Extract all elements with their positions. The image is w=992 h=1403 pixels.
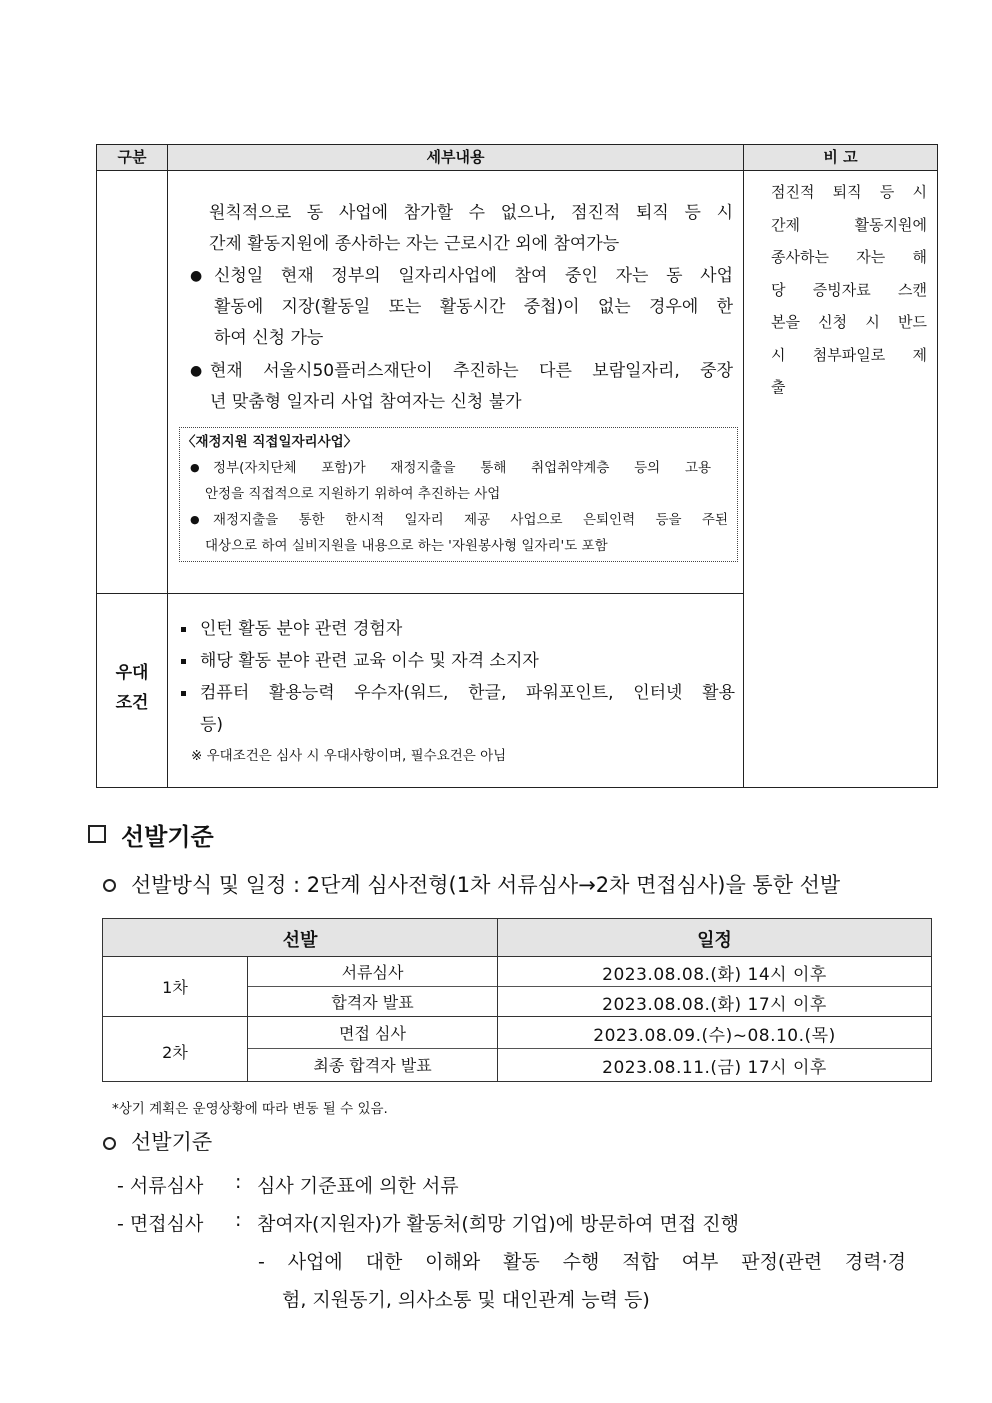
header-details: 세부내용 bbox=[426, 148, 485, 166]
criteria-sep: : bbox=[235, 1171, 242, 1193]
criteria-title: 선발기준 bbox=[131, 1130, 213, 1154]
criteria-sep: : bbox=[235, 1209, 242, 1231]
criteria-label: - 서류심사 bbox=[117, 1175, 204, 1197]
schedule-header-selection: 선발 bbox=[282, 930, 318, 951]
schedule-item: 합격자 발표 bbox=[331, 993, 414, 1012]
bullet-2-line-2: 년 맞춤형 일자리 사업 참여자는 신청 불가 bbox=[210, 392, 522, 412]
preferential-item-1: 인턴 활동 분야 관련 경험자 bbox=[200, 619, 403, 639]
method-line: 선발방식 및 일정 : 2단계 심사전형(1차 서류심사→2차 면접심사)을 통한 선발 bbox=[131, 873, 841, 897]
note-bullet-2-line-1: 재정지출을 통한 한시적 일자리 제공 사업으로 은퇴인력 등을 주된 bbox=[213, 512, 728, 528]
schedule-date: 2023.08.09.(수)~08.10.(목) bbox=[593, 1026, 836, 1046]
note-bullet-1-line-2: 안정을 직접적으로 지원하기 위하여 추진하는 사업 bbox=[205, 486, 501, 502]
criteria-text: 참여자(지원자)가 활동처(희망 기업)에 방문하여 면접 진행 bbox=[257, 1213, 739, 1235]
section-title: 선발기준 bbox=[121, 823, 214, 851]
schedule-item: 면접 심사 bbox=[339, 1024, 406, 1043]
note-bullet-1-line-1: 정부(자치단체 포함)가 재정지출을 통해 취업취약계층 등의 고용 bbox=[213, 460, 711, 476]
criteria-sub-line-1: - 사업에 대한 이해와 활동 수행 적합 여부 판정(관련 경력·경 bbox=[258, 1251, 906, 1273]
schedule-note: *상기 계획은 운영상황에 따라 변동 될 수 있음. bbox=[112, 1101, 388, 1117]
category-preferential: 우대 조건 bbox=[115, 663, 149, 713]
criteria-text: 심사 기준표에 의한 서류 bbox=[257, 1175, 459, 1197]
criteria-label: - 면접심사 bbox=[117, 1213, 204, 1235]
bullet-1-line-2: 활동에 지장(활동일 또는 활동시간 중첩)이 없는 경우에 한 bbox=[214, 297, 733, 317]
bullet-dot: ● bbox=[190, 513, 200, 526]
bullet-dot: ● bbox=[190, 461, 200, 474]
schedule-item: 서류심사 bbox=[341, 963, 404, 982]
schedule-table bbox=[102, 918, 932, 1082]
schedule-date: 2023.08.08.(화) 17시 이후 bbox=[602, 995, 827, 1015]
circle-bullet-icon bbox=[103, 1137, 116, 1150]
square-bullet bbox=[181, 659, 186, 664]
section-checkbox-icon bbox=[88, 825, 106, 843]
preferential-item-2: 해당 활동 분야 관련 교육 이수 및 자격 소지자 bbox=[200, 651, 539, 671]
preferential-item-3: 컴퓨터 활용능력 우수자(워드, 한글, 파워포인트, 인터넷 활용 bbox=[200, 683, 735, 703]
bullet-2-line-1: 현재 서울시50플러스재단이 추진하는 다른 보람일자리, 중장 bbox=[210, 361, 733, 381]
stage-1: 1차 bbox=[162, 978, 188, 997]
header-category: 구분 bbox=[117, 148, 147, 166]
requirements-table bbox=[96, 144, 938, 788]
bullet-1-line-1: 신청일 현재 정부의 일자리사업에 참여 중인 자는 동 사업 bbox=[214, 266, 733, 286]
schedule-header-date: 일정 bbox=[697, 930, 732, 951]
remarks-text: 점진적 퇴직 등 시 간제 활동지원에 종사하는 자는 해 당 증빙자료 스캔 본을 신청 시 반드 시 첨부파일로 제 출 bbox=[771, 183, 927, 396]
header-remarks: 비 고 bbox=[823, 148, 858, 166]
note-box bbox=[179, 427, 738, 562]
preferential-item-3-cont: 등) bbox=[200, 715, 224, 735]
circle-bullet-icon bbox=[103, 879, 116, 892]
criteria-sub-line-2: 험, 지원동기, 의사소통 및 대인관계 능력 등) bbox=[282, 1289, 650, 1311]
schedule-date: 2023.08.11.(금) 17시 이후 bbox=[602, 1058, 827, 1078]
square-bullet bbox=[181, 627, 186, 632]
bullet-dot: ● bbox=[190, 268, 203, 284]
square-bullet bbox=[181, 691, 186, 696]
schedule-date: 2023.08.08.(화) 14시 이후 bbox=[602, 965, 827, 985]
stage-2: 2차 bbox=[162, 1043, 188, 1062]
intro-line-1: 원칙적으로 동 사업에 참가할 수 없으나, 점진적 퇴직 등 시 bbox=[209, 203, 733, 223]
schedule-item: 최종 합격자 발표 bbox=[313, 1056, 432, 1075]
note-bullet-2-line-2: 대상으로 하여 실비지원을 내용으로 하는 '자원봉사형 일자리'도 포함 bbox=[205, 538, 608, 554]
bullet-1-line-3: 하여 신청 가능 bbox=[214, 328, 324, 348]
bullet-dot: ● bbox=[190, 363, 203, 379]
note-title: 〈재정지원 직접일자리사업〉 bbox=[182, 434, 358, 450]
intro-line-2: 간제 활동지원에 종사하는 자는 근로시간 외에 참여가능 bbox=[209, 234, 620, 254]
preferential-footnote: ※ 우대조건은 심사 시 우대사항이며, 필수요건은 아님 bbox=[191, 748, 507, 764]
